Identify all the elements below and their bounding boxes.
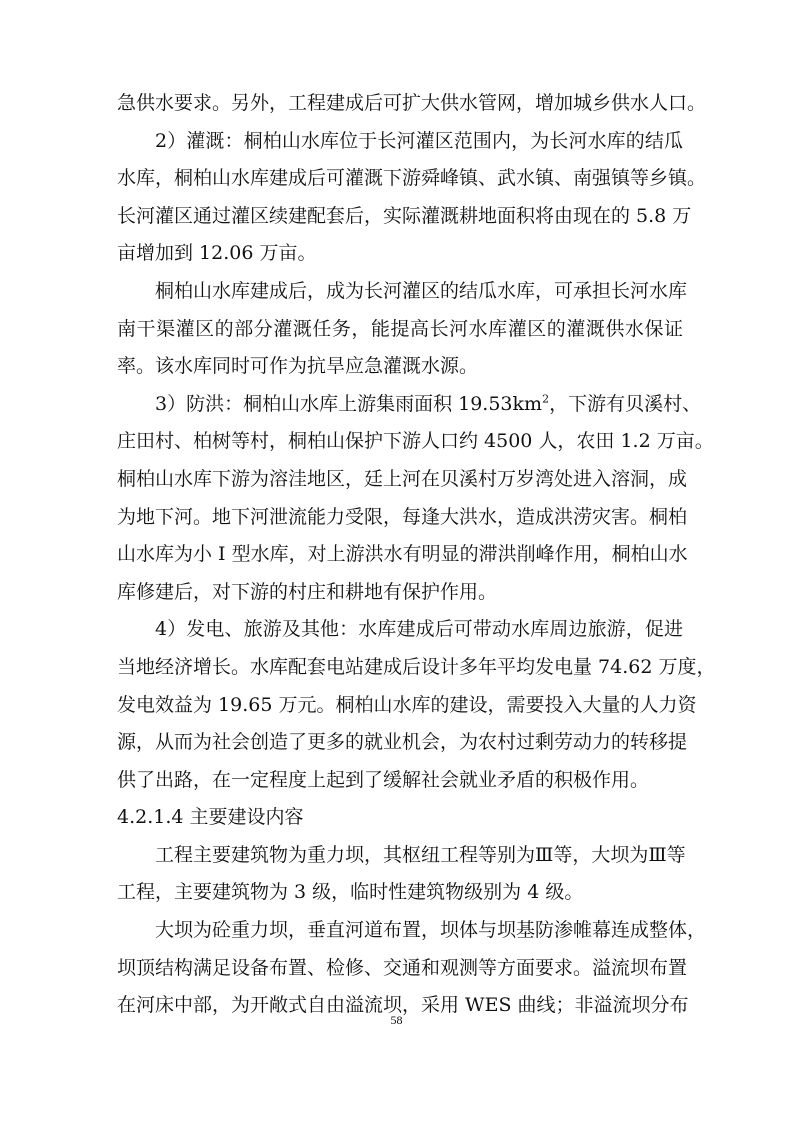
paragraph-line: 源，从而为社会创造了更多的就业机会，为农村过剩劳动力的转移提	[117, 731, 688, 754]
paragraph-line: 2）灌溉：桐柏山水库位于长河灌区范围内，为长河水库的结瓜	[155, 129, 683, 152]
flood-area-text: 3）防洪：桐柏山水库上游集雨面积 19.53km	[155, 392, 543, 415]
paragraph-line: 4）发电、旅游及其他：水库建成后可带动水库周边旅游，促进	[155, 618, 683, 641]
paragraph-line: 桐柏山水库建成后，成为长河灌区的结瓜水库，可承担长河水库	[155, 279, 688, 302]
paragraph-line: 库修建后，对下游的村庄和耕地有保护作用。	[117, 580, 498, 603]
paragraph-line: 山水库为小 I 型水库，对上游洪水有明显的滞洪削峰作用，桐柏山水	[117, 543, 688, 566]
paragraph-line: 在河床中部，为开敞式自由溢流坝，采用 WES 曲线；非溢流坝分布	[117, 994, 689, 1017]
body-text	[117, 85, 716, 1025]
section-heading: 4.2.1.4 主要建设内容	[117, 806, 304, 829]
paragraph-line: 坝顶结构满足设备布置、检修、交通和观测等方面要求。溢流坝布置	[117, 956, 688, 979]
paragraph-line: 水库，桐柏山水库建成后可灌溉下游舜峰镇、武水镇、南强镇等乡镇。	[117, 167, 707, 190]
paragraph-line: 为地下河。地下河泄流能力受限，每逢大洪水，造成洪涝灾害。桐柏	[117, 505, 688, 528]
paragraph-line: 工程主要建筑物为重力坝，其枢纽工程等别为Ⅲ等，大坝为Ⅲ等	[155, 843, 686, 866]
paragraph-line: 南干渠灌区的部分灌溉任务，能提高长河水库灌区的灌溉供水保证	[117, 317, 683, 340]
paragraph-line: 供了出路，在一定程度上起到了缓解社会就业矛盾的积极作用。	[117, 768, 650, 791]
superscript-2: 2	[542, 392, 550, 406]
paragraph-line: 亩增加到 12.06 万亩。	[117, 242, 317, 265]
paragraph-line: 急供水要求。另外，工程建成后可扩大供水管网，增加城乡供水人口。	[117, 92, 707, 114]
paragraph-line: 工程，主要建筑物为 3 级，临时性建筑物级别为 4 级。	[117, 881, 584, 904]
paragraph-line: 桐柏山水库下游为溶洼地区，廷上河在贝溪村万岁湾处进入溶洞，成	[117, 467, 688, 490]
paragraph-line: 长河灌区通过灌区续建配套后，实际灌溉耕地面积将由现在的 5.8 万	[117, 204, 692, 227]
paragraph-line: 大坝为砼重力坝，垂直河道布置，坝体与坝基防渗帷幕连成整体，	[155, 919, 707, 942]
paragraph-line: 当地经济增长。水库配套电站建成后设计多年平均发电量 74.62 万度，	[117, 655, 716, 678]
paragraph-line	[117, 386, 702, 424]
paragraph-line: 发电效益为 19.65 万元。桐柏山水库的建设，需要投入大量的人力资	[117, 693, 697, 716]
flood-area-continuation: ，下游有贝溪村、	[549, 392, 702, 415]
paragraph-line: 庄田村、柏树等村，桐柏山保护下游人口约 4500 人，农田 1.2 万亩。	[117, 430, 714, 453]
paragraph-line: 率。该水库同时可作为抗旱应急灌溉水源。	[117, 355, 479, 378]
page-number: 58	[390, 1013, 403, 1027]
